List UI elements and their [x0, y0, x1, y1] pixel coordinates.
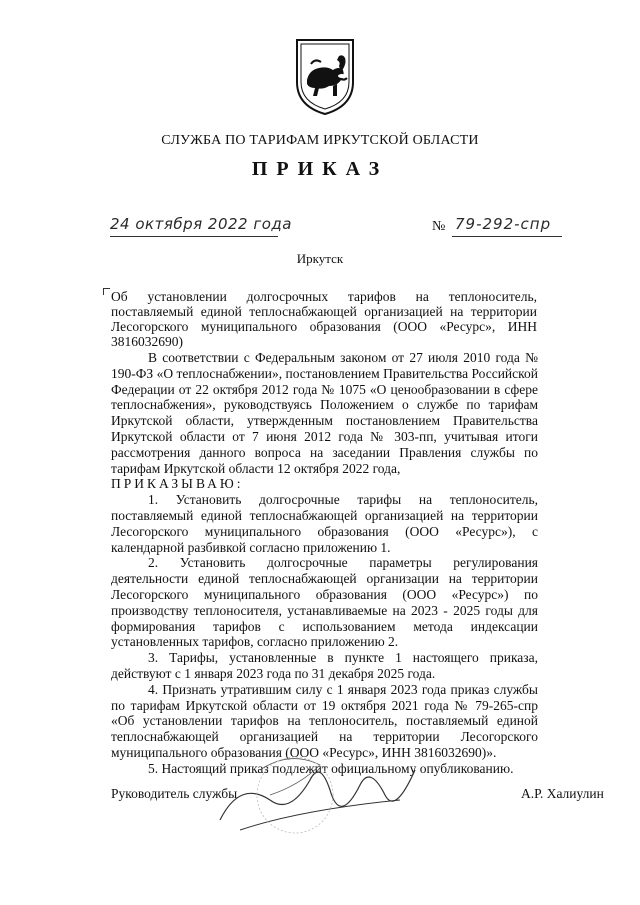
handwritten-number: 79-292-спр [455, 215, 552, 233]
document-body [111, 350, 538, 777]
item-paragraph-3: 3. Тарифы, установленные в пункте 1 настоящего приказа, действуют с 1 января 2023 года по 31 декабря 2025 года. [111, 650, 538, 681]
document-type: ПРИКАЗ [251, 158, 389, 180]
order-word: ПРИКАЗЫВАЮ: [111, 476, 244, 492]
signer-role: Руководитель службы [111, 786, 238, 801]
agency-name: СЛУЖБА ПО ТАРИФАМ ИРКУТСКОЙ ОБЛАСТИ [161, 133, 479, 148]
signer-name: А.Р. Халиулин [521, 786, 604, 801]
item-paragraph-1: 1. Установить долгосрочные тарифы на теплоноситель, поставляемый единой теплоснабжающей организацией на территории Лесогорского муниципального образования (ООО «Ресурс»), с календарной разбивкой согласно приложению 1. [111, 492, 538, 555]
item-paragraph-4: 4. Признать утратившим силу с 1 января 2023 года приказ службы по тарифам Иркутской области от 19 октября 2021 года № 79-265-спр «Об установлении тарифов на теплоноситель, поставляемый единой теплоснабжающей организацией на территории Лесогорского муниципального образования (ООО «Ресурс», ИНН 3816032690)». [111, 681, 538, 760]
preamble-paragraph: В соответствии с Федеральным законом от 27 июля 2010 года № 190-ФЗ «О теплоснабжении», постановлением Правительства Российской Федерации от 22 октября 2012 года № 1075 «О ценообразовании в сфере теплоснабжения», руководствуясь Положением о службе по тарифам Иркутской области, утвержденным постановлением Правительства Иркутской области от 7 июня 2012 года № 303-пп, учитывая итоги рассмотрения данного вопроса на заседании Правления службы по тарифам Иркутской области 12 октября 2022 года, [111, 350, 538, 476]
number-sign: № [432, 219, 446, 234]
coat-of-arms-icon [293, 36, 357, 116]
document-subject: Об установлении долгосрочных тарифов на теплоноситель, поставляемый единой теплоснабжающей организацией на территории Лесогорского муниципального образования (ООО «Ресурс», ИНН 3816032690) [111, 289, 537, 349]
city-name: Иркутск [296, 251, 344, 266]
number-underline [452, 236, 562, 237]
subject-bracket [103, 288, 110, 295]
date-underline [110, 236, 278, 237]
item-paragraph-2: 2. Установить долгосрочные параметры регулирования деятельности единой теплоснабжающей организации на территории Лесогорского муниципального образования (ООО «Ресурс») по производству теплоносителя, устанавливаемые на 2023 - 2025 годы для формирования тарифов с использованием метода индексации установленных тарифов, согласно приложению 2. [111, 555, 538, 650]
item-paragraph-5: 5. Настоящий приказ подлежит официальному опубликованию. [148, 760, 514, 776]
handwritten-date: 24 октября 2022 года [110, 215, 292, 233]
